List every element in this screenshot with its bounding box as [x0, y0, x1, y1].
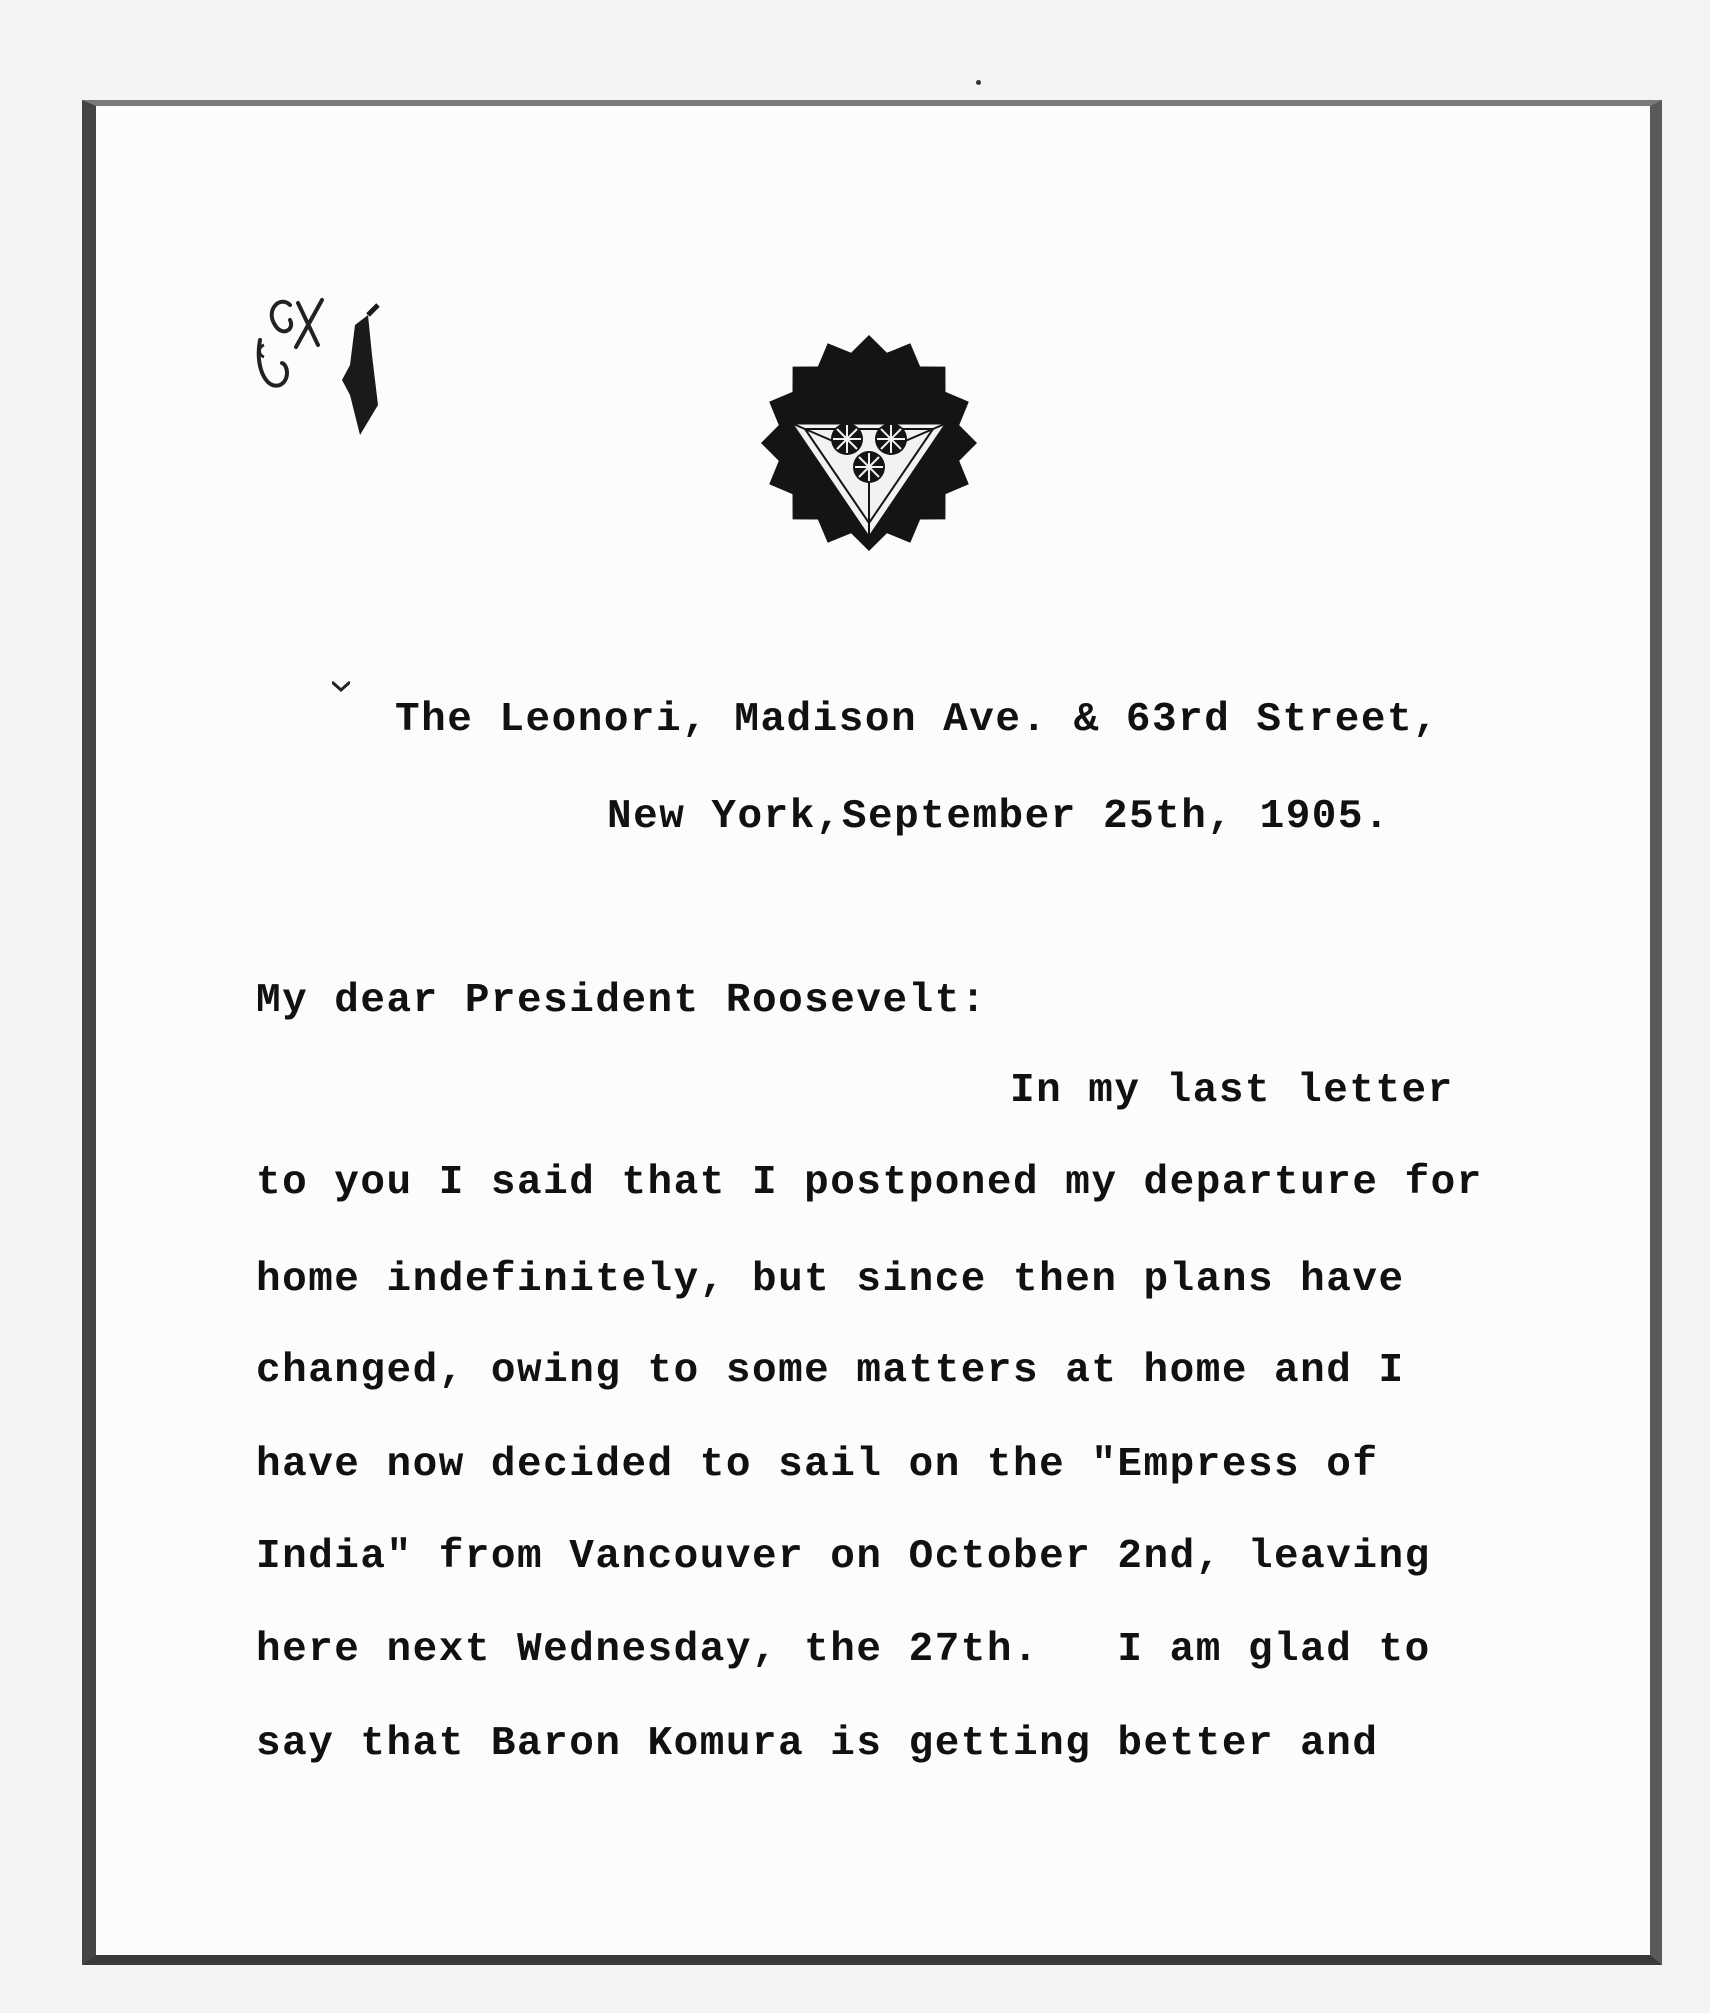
- body-line: say that Baron Komura is getting better and: [256, 1721, 1379, 1767]
- tick-mark-icon: [332, 680, 350, 692]
- body-line: to you I said that I postponed my departure for: [256, 1160, 1483, 1206]
- body-line: India" from Vancouver on October 2nd, leaving: [256, 1534, 1431, 1580]
- body-line: home indefinitely, but since then plans have: [256, 1257, 1405, 1303]
- handwritten-annotation-icon: [250, 285, 410, 445]
- body-line: changed, owing to some matters at home and I: [256, 1348, 1405, 1394]
- scan-speck: [976, 80, 981, 85]
- body-line: In my last letter: [1010, 1068, 1454, 1114]
- salutation: My dear President Roosevelt:: [256, 978, 987, 1024]
- date-line: New York,September 25th, 1905.: [607, 794, 1391, 840]
- body-line: here next Wednesday, the 27th. I am glad to: [256, 1627, 1431, 1673]
- address-line: The Leonori, Madison Ave. & 63rd Street,: [395, 697, 1440, 743]
- body-line: have now decided to sail on the "Empress of: [256, 1442, 1379, 1488]
- chrysanthemum-crest-icon: [758, 328, 980, 558]
